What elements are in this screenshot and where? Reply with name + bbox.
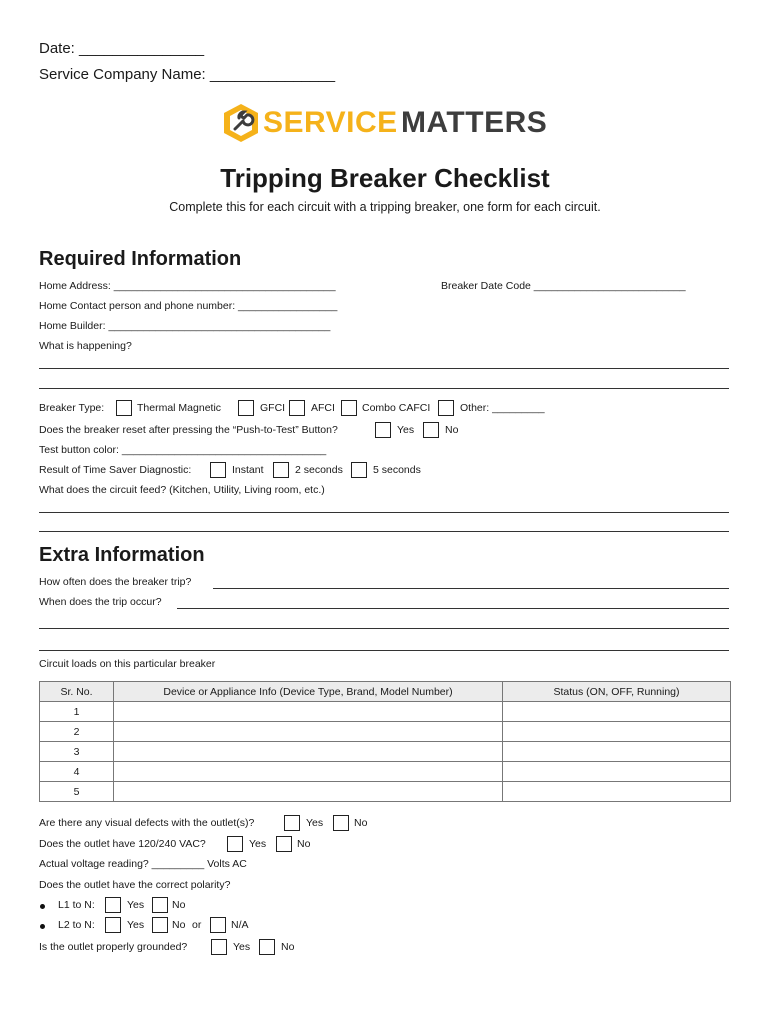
reset-question: Does the breaker reset after pressing the “Push-to-Test” Button?	[39, 424, 338, 436]
l2-label: L2 to N:	[58, 919, 95, 931]
other-label[interactable]: Other: _________	[460, 402, 545, 414]
status-cell[interactable]	[503, 722, 731, 742]
l1-no-checkbox[interactable]	[152, 897, 168, 913]
circuit-feed-line-1[interactable]	[39, 512, 729, 513]
breaker-type-label: Breaker Type:	[39, 402, 105, 414]
visual-defects-question: Are there any visual defects with the outlet(s)?	[39, 817, 255, 829]
required-info-heading: Required Information	[39, 248, 242, 270]
wrench-gear-icon	[221, 102, 261, 144]
logo-text-service: SERVICE	[263, 106, 398, 139]
l2-yes-checkbox[interactable]	[105, 917, 121, 933]
what-happening-line-2[interactable]	[39, 388, 729, 389]
table-row	[40, 762, 731, 782]
five-seconds-checkbox[interactable]	[351, 462, 367, 478]
l1-yes-label: Yes	[127, 899, 145, 911]
grounded-yes-label: Yes	[233, 941, 251, 953]
page-subtitle: Complete this for each circuit with a tripping breaker, one form for each circuit.	[169, 200, 601, 214]
what-happening-line-1[interactable]	[39, 368, 729, 369]
visual-defects-yes-label: Yes	[306, 817, 324, 829]
row-number: 2	[40, 722, 114, 742]
table-row	[40, 702, 731, 722]
grounded-question: Is the outlet properly grounded?	[39, 941, 188, 953]
gfci-label: GFCI	[260, 402, 286, 414]
when-trip-line[interactable]	[177, 608, 729, 609]
reset-yes-label: Yes	[397, 424, 415, 436]
l2-na-checkbox[interactable]	[210, 917, 226, 933]
reset-no-checkbox[interactable]	[423, 422, 439, 438]
combo-cafci-checkbox[interactable]	[341, 400, 357, 416]
status-cell[interactable]	[503, 762, 731, 782]
outlet-voltage-yes-label: Yes	[249, 838, 267, 850]
afci-checkbox[interactable]	[289, 400, 305, 416]
table-row	[40, 782, 731, 802]
circuit-loads-table	[39, 681, 731, 802]
combo-cafci-label: Combo CAFCI	[362, 402, 431, 414]
home-builder-field[interactable]: Home Builder: ______________________________________	[39, 320, 331, 332]
circuit-loads-label: Circuit loads on this particular breaker	[39, 658, 216, 670]
polarity-question: Does the outlet have the correct polarity?	[39, 879, 231, 891]
l1-label: L1 to N:	[58, 899, 95, 911]
status-cell[interactable]	[503, 742, 731, 762]
table-row	[40, 722, 731, 742]
status-cell[interactable]	[503, 782, 731, 802]
device-info-cell[interactable]	[114, 722, 503, 742]
five-seconds-label: 5 seconds	[373, 464, 421, 476]
other-checkbox[interactable]	[438, 400, 454, 416]
logo-text-matters: MATTERS	[401, 106, 548, 139]
what-happening-label: What is happening?	[39, 340, 132, 352]
actual-voltage-field[interactable]: Actual voltage reading? _________ Volts AC	[39, 858, 247, 870]
instant-checkbox[interactable]	[210, 462, 226, 478]
l1-no-label: No	[172, 899, 186, 911]
table-row	[40, 742, 731, 762]
status-cell[interactable]	[503, 702, 731, 722]
gfci-checkbox[interactable]	[238, 400, 254, 416]
column-header-status: Status (ON, OFF, Running)	[503, 682, 731, 702]
two-seconds-label: 2 seconds	[295, 464, 343, 476]
test-button-color-field[interactable]: Test button color: ___________________________________	[39, 444, 327, 456]
l2-no-label: No	[172, 919, 186, 931]
bullet-icon	[40, 904, 45, 909]
table-header-row	[40, 682, 731, 702]
home-address-field[interactable]: Home Address: ______________________________________	[39, 280, 336, 292]
how-often-label: How often does the breaker trip?	[39, 576, 192, 588]
two-seconds-checkbox[interactable]	[273, 462, 289, 478]
thermal-magnetic-label: Thermal Magnetic	[137, 402, 222, 414]
when-trip-label: When does the trip occur?	[39, 596, 162, 608]
breaker-date-code-field[interactable]: Breaker Date Code __________________________	[441, 280, 686, 292]
instant-label: Instant	[232, 464, 264, 476]
extra-notes-line-2[interactable]	[39, 650, 729, 651]
grounded-no-checkbox[interactable]	[259, 939, 275, 955]
column-header-device-info: Device or Appliance Info (Device Type, Brand, Model Number)	[114, 682, 503, 702]
reset-no-label: No	[445, 424, 459, 436]
outlet-voltage-no-checkbox[interactable]	[276, 836, 292, 852]
date-field[interactable]: Date: _______________	[39, 40, 205, 57]
grounded-yes-checkbox[interactable]	[211, 939, 227, 955]
or-label: or	[192, 919, 202, 931]
visual-defects-no-label: No	[354, 817, 368, 829]
diagnostic-label: Result of Time Saver Diagnostic:	[39, 464, 192, 476]
grounded-no-label: No	[281, 941, 295, 953]
afci-label: AFCI	[311, 402, 335, 414]
service-company-field[interactable]: Service Company Name: _______________	[39, 66, 336, 83]
home-contact-field[interactable]: Home Contact person and phone number: _________________	[39, 300, 338, 312]
bullet-icon	[40, 924, 45, 929]
device-info-cell[interactable]	[114, 742, 503, 762]
device-info-cell[interactable]	[114, 702, 503, 722]
l1-yes-checkbox[interactable]	[105, 897, 121, 913]
l2-yes-label: Yes	[127, 919, 145, 931]
outlet-voltage-yes-checkbox[interactable]	[227, 836, 243, 852]
outlet-voltage-question: Does the outlet have 120/240 VAC?	[39, 838, 206, 850]
column-header-sr-no: Sr. No.	[40, 682, 114, 702]
reset-yes-checkbox[interactable]	[375, 422, 391, 438]
page-title: Tripping Breaker Checklist	[220, 163, 550, 193]
service-matters-logo	[221, 102, 551, 146]
row-number: 1	[40, 702, 114, 722]
outlet-voltage-no-label: No	[297, 838, 311, 850]
extra-notes-line-1[interactable]	[39, 628, 729, 629]
row-number: 4	[40, 762, 114, 782]
how-often-line[interactable]	[213, 588, 729, 589]
row-number: 5	[40, 782, 114, 802]
visual-defects-yes-checkbox[interactable]	[284, 815, 300, 831]
device-info-cell[interactable]	[114, 782, 503, 802]
circuit-feed-line-2[interactable]	[39, 531, 729, 532]
visual-defects-no-checkbox[interactable]	[333, 815, 349, 831]
thermal-magnetic-checkbox[interactable]	[116, 400, 132, 416]
l2-no-checkbox[interactable]	[152, 917, 168, 933]
extra-info-heading: Extra Information	[39, 544, 205, 566]
row-number: 3	[40, 742, 114, 762]
circuit-feed-label: What does the circuit feed? (Kitchen, Utility, Living room, etc.)	[39, 484, 325, 496]
l2-na-label: N/A	[231, 919, 249, 931]
device-info-cell[interactable]	[114, 762, 503, 782]
